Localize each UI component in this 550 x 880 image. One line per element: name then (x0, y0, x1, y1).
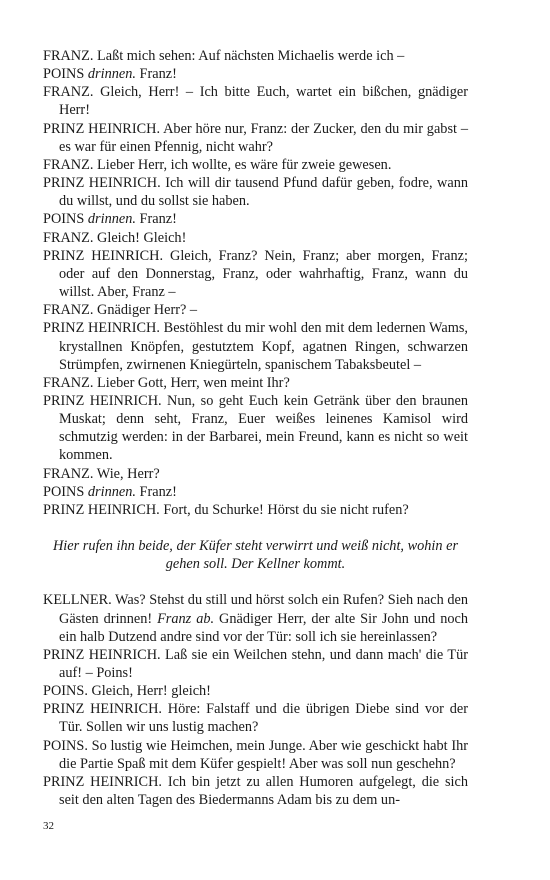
speech-line (43, 392, 468, 465)
speech-text: Franz! (139, 483, 177, 500)
speaker-name: PRINZ HEINRICH. (43, 320, 160, 337)
speech-text: So lustig wie Heimchen, mein Junge. Aber wie geschickt habt Ihr die Partie Spaß mit dem Küfer gespielt! Aber was soll nun geschehn? (59, 737, 468, 772)
speech-line (43, 83, 468, 119)
speech-text: Gnädiger Herr, der alte Sir John und noch ein halb Dutzend andre sind vor der Tür: soll ich sie hereinlassen? (59, 610, 468, 645)
speaker-name: PRINZ HEINRICH. (43, 501, 160, 518)
dialogue-block-a (43, 47, 468, 519)
speaker-name: FRANZ. (43, 84, 94, 101)
inline-stage-direction: drinnen. (87, 483, 136, 500)
speech-line (43, 773, 468, 809)
speech-text: Laß sie ein Weilchen stehn, und dann mach' die Tür auf! – Poins! (59, 646, 468, 681)
speech-text: Laßt mich sehen: Auf nächsten Michaelis werde ich – (97, 48, 405, 64)
speech-text: Höre: Falstaff und die übrigen Diebe sind vor der Tür. Sollen wir uns lustig machen? (59, 701, 468, 736)
speaker-name: PRINZ HEINRICH. (43, 247, 164, 264)
dialogue-block-b (43, 646, 468, 809)
speech-text: Lieber Herr, ich wollte, es wäre für zweie gewesen. (97, 156, 392, 173)
speaker-name: FRANZ. (43, 465, 94, 482)
speech-line (43, 156, 468, 174)
speaker-name: KELLNER. (43, 592, 112, 609)
speech-text: Gleich! Gleich! (97, 229, 187, 246)
speaker-name: FRANZ. (43, 229, 94, 246)
speech-text: Gnädiger Herr? – (97, 302, 198, 319)
speech-text: Gleich, Franz? Nein, Franz; aber morgen, Franz; oder auf den Donnerstag, Franz, oder wahrhaftig, Franz, wann du willst. Aber, Franz – (59, 247, 468, 301)
speaker-name: POINS (43, 483, 85, 500)
speaker-name: PRINZ HEINRICH. (43, 175, 161, 192)
speech-line (43, 319, 468, 373)
speech-text: Bestöhlest du mir wohl den mit dem ledernen Wams, krystallnen Knöpfen, gestutztem Kopf, agatnen Ringen, schwarzen Strümpfen, zwirnenen Kniegürteln, spanischem Tabaksbeutel – (59, 320, 469, 373)
speaker-name: FRANZ. (43, 156, 94, 173)
speech-kellner (43, 591, 468, 645)
page-number: 32 (43, 820, 54, 832)
speaker-name: POINS. (43, 737, 88, 754)
speech-line (43, 682, 468, 700)
speech-line (43, 247, 468, 301)
speech-line (43, 229, 468, 247)
speech-text: Was? Stehst du still und hörst solch ein Rufen? Sieh nach den Gästen drinnen! (59, 592, 468, 627)
speech-text: Ich bin jetzt zu allen Humoren aufgelegt, die sich seit den alten Tagen des Biedermanns Adam bis zu dem un- (59, 773, 468, 809)
speaker-name: FRANZ. (43, 374, 94, 391)
stage-direction: Hier rufen ihn beide, der Küfer steht verwirrt und weiß nicht, wohin er gehen soll. Der Kellner kommt. (52, 538, 459, 573)
speech-text: Gleich, Herr! gleich! (91, 683, 211, 700)
speaker-name: PRINZ HEINRICH. (43, 773, 162, 790)
speech-text: Fort, du Schurke! Hörst du sie nicht rufen? (163, 501, 409, 518)
speech-line (43, 374, 468, 392)
speech-line (43, 301, 468, 319)
speech-line (43, 47, 468, 65)
speaker-name: PRINZ HEINRICH. (43, 646, 161, 663)
speech-line (43, 501, 468, 519)
speech-text: Lieber Gott, Herr, wen meint Ihr? (97, 374, 290, 391)
speech-text: Ich will dir tausend Pfund dafür geben, fodre, wann du willst, und du sollst sie haben. (59, 175, 468, 210)
speech-line (43, 174, 468, 210)
speech-line (43, 65, 468, 83)
speech-text: Franz! (139, 66, 177, 83)
speech-text: Wie, Herr? (96, 465, 160, 482)
speaker-name: PRINZ HEINRICH. (43, 120, 161, 137)
inline-stage-direction: Franz ab. (157, 610, 215, 627)
speech-line (43, 700, 468, 736)
speech-line (43, 737, 468, 773)
inline-stage-direction: drinnen. (87, 66, 136, 83)
speech-text: Nun, so geht Euch kein Getränk über den braunen Muskat; denn seht, Franz, Euer weißes leinenes Kamisol wird schmutzig werden: in der Barbarei, mein Freund, kann es nicht so weit kommen. (59, 392, 469, 464)
speaker-name: FRANZ. (43, 302, 94, 319)
speech-text: Aber höre nur, Franz: der Zucker, den du mir gabst – es war für einen Pfennig, nicht wahr? (59, 120, 468, 155)
speaker-name: POINS. (43, 683, 88, 700)
speaker-name: FRANZ. (43, 48, 94, 64)
inline-stage-direction: drinnen. (87, 211, 136, 228)
speech-text: Franz! (139, 211, 177, 228)
page-body (43, 47, 468, 809)
speech-line (43, 210, 468, 228)
speech-line (43, 646, 468, 682)
speaker-name: PRINZ HEINRICH. (43, 392, 162, 409)
speech-line (43, 483, 468, 501)
speech-text: Gleich, Herr! – Ich bitte Euch, wartet ein bißchen, gnädiger Herr! (59, 84, 469, 119)
speaker-name: POINS (43, 66, 85, 83)
speaker-name: POINS (43, 211, 85, 228)
speaker-name: PRINZ HEINRICH. (43, 701, 162, 718)
speech-line (43, 465, 468, 483)
speech-line (43, 120, 468, 156)
